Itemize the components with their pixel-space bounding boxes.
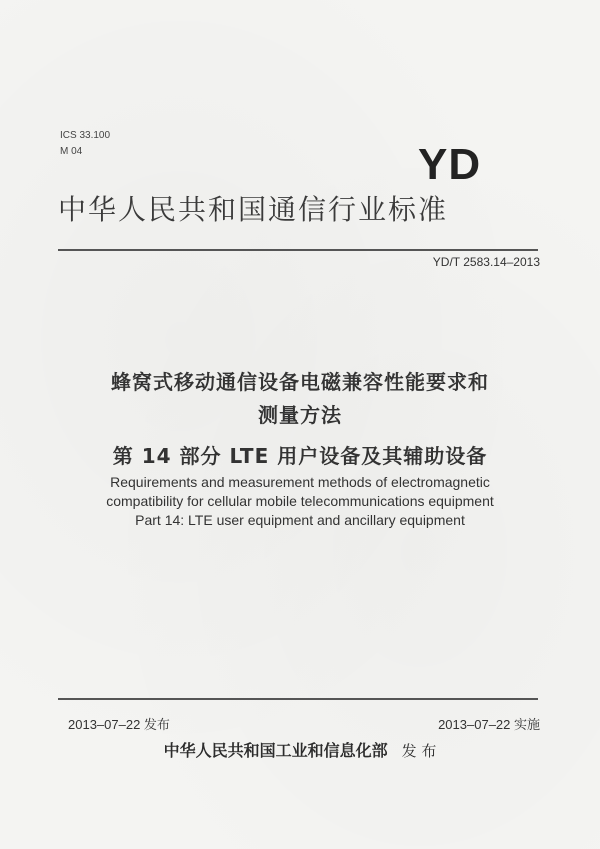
issue-date: 2013–07–22 发布 <box>68 717 170 732</box>
title-en-line2: compatibility for cellular mobile telecommunications equipment <box>106 493 494 509</box>
title-en-line3: Part 14: LTE user equipment and ancillary equipment <box>135 512 465 528</box>
title-en-line1: Requirements and measurement methods of electromagnetic <box>110 474 490 490</box>
standard-code: YD/T 2583.14–2013 <box>432 255 540 269</box>
yd-logo: YD <box>418 140 482 189</box>
footer-divider <box>58 698 538 700</box>
category-code: M 04 <box>60 146 83 157</box>
publisher-action: 发 布 <box>401 742 437 760</box>
title-zh-line2: 测量方法 <box>258 403 342 427</box>
header-divider <box>58 249 538 251</box>
publisher-line <box>40 738 560 761</box>
title-zh-line1: 蜂窝式移动通信设备电磁兼容性能要求和 <box>111 370 489 394</box>
ics-code: ICS 33.100 <box>60 130 111 141</box>
implement-date: 2013–07–22 实施 <box>438 717 540 732</box>
standard-name: 中华人民共和国通信行业标准 <box>58 193 449 226</box>
publisher-name: 中华人民共和国工业和信息化部 <box>163 741 388 760</box>
title-zh-line3: 第 14 部分 LTE 用户设备及其辅助设备 <box>112 444 488 468</box>
